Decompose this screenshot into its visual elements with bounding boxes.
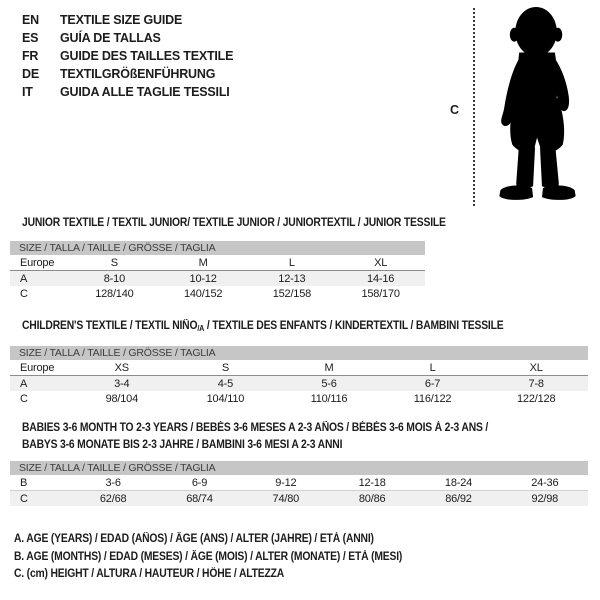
size-header-text: SIZE / TALLA / TAILLE / GRÖSSE / TAGLIA bbox=[19, 242, 216, 254]
junior-section-title-text: JUNIOR TEXTILE / TEXTIL JUNIOR/ TEXTILE JUNIOR / JUNIORTEXTIL / JUNIOR TESSILE bbox=[22, 217, 446, 229]
language-row-de bbox=[22, 65, 233, 83]
column-header: S bbox=[174, 360, 278, 376]
table-row-height bbox=[10, 286, 425, 301]
legend-line-a: A. AGE (YEARS) / EDAD (AÑOS) / ÂGE (ANS) / ALTER (JAHRE) / ETÀ (ANNI) bbox=[14, 533, 374, 545]
children-title-before: CHILDREN'S TEXTILE / TEXTIL NIÑO bbox=[22, 320, 198, 332]
junior-size-table bbox=[10, 241, 425, 301]
column-header: M bbox=[277, 360, 381, 376]
size-cell: 12-18 bbox=[329, 475, 415, 491]
language-code: DE bbox=[22, 67, 39, 81]
table-row-height bbox=[10, 491, 588, 507]
size-cell: 98/104 bbox=[105, 392, 139, 405]
size-cell: 116/122 bbox=[413, 392, 452, 405]
junior-section-title bbox=[22, 215, 493, 232]
size-cell: 12-13 bbox=[248, 271, 337, 287]
height-measure-dotted-line bbox=[473, 8, 475, 206]
size-header-text: SIZE / TALLA / TAILLE / GRÖSSE / TAGLIA bbox=[19, 462, 216, 474]
size-cell: 62/68 bbox=[70, 491, 156, 507]
row-label: C bbox=[20, 392, 28, 405]
size-cell: 128/140 bbox=[95, 287, 134, 300]
language-code: EN bbox=[22, 13, 39, 27]
size-cell: 158/170 bbox=[361, 287, 400, 300]
column-header: XL bbox=[484, 360, 588, 376]
language-row-en bbox=[22, 11, 233, 29]
height-measure-label: C bbox=[450, 103, 460, 117]
language-title: GUÍA DE TALLAS bbox=[60, 31, 161, 45]
region-header: Europe bbox=[10, 360, 70, 376]
language-title: TEXTILE SIZE GUIDE bbox=[60, 13, 183, 27]
size-cell: 3-4 bbox=[70, 376, 174, 392]
size-cell: 9-12 bbox=[243, 475, 329, 491]
column-header: XS bbox=[70, 360, 174, 376]
size-cell: 6-7 bbox=[381, 376, 485, 392]
baby-silhouette-icon bbox=[486, 5, 594, 205]
table-row-age-months bbox=[10, 475, 588, 491]
children-section-title-text bbox=[22, 318, 503, 337]
row-label: C bbox=[20, 287, 28, 300]
region-header: Europe bbox=[10, 255, 70, 271]
size-cell: 4-5 bbox=[174, 376, 278, 392]
table-column-header-row bbox=[10, 360, 588, 376]
measurement-legend bbox=[14, 531, 445, 584]
row-label: A bbox=[10, 376, 70, 392]
size-header-bar bbox=[10, 346, 588, 360]
language-title: GUIDA ALLE TAGLIE TESSILI bbox=[60, 85, 230, 99]
row-label: C bbox=[10, 491, 70, 507]
language-row-fr bbox=[22, 47, 233, 65]
size-cell: 24-36 bbox=[502, 475, 588, 491]
size-cell: 7-8 bbox=[484, 376, 588, 392]
size-cell: 68/74 bbox=[156, 491, 242, 507]
children-title-after: / TEXTILE DES ENFANTS / KINDERTEXTIL / BAMBINI TESSILE bbox=[204, 320, 504, 332]
table-row-height bbox=[10, 391, 588, 406]
size-cell: 14-16 bbox=[336, 271, 425, 287]
language-code: IT bbox=[22, 85, 33, 99]
babies-title-line1: BABIES 3-6 MONTH TO 2-3 YEARS / BEBÉS 3-6 MESES A 2-3 AÑOS / BÉBÉS 3-6 MOIS À 2-3 ANS / bbox=[22, 422, 489, 434]
size-cell: 86/92 bbox=[415, 491, 501, 507]
language-row-it bbox=[22, 83, 233, 101]
size-cell: 6-9 bbox=[156, 475, 242, 491]
column-header: S bbox=[70, 255, 159, 271]
column-header: L bbox=[381, 360, 485, 376]
language-title: TEXTILGRÖßENFÜHRUNG bbox=[60, 67, 216, 81]
children-size-table bbox=[10, 346, 588, 406]
size-cell: 122/128 bbox=[517, 392, 556, 405]
size-header-text: SIZE / TALLA / TAILLE / GRÖSSE / TAGLIA bbox=[19, 347, 216, 359]
row-label: B bbox=[10, 475, 70, 491]
size-cell: 104/110 bbox=[206, 392, 245, 405]
size-cell: 10-12 bbox=[159, 271, 248, 287]
size-header-bar bbox=[10, 461, 588, 475]
size-header-bar bbox=[10, 241, 425, 255]
size-cell: 74/80 bbox=[243, 491, 329, 507]
babies-title-line2: BABYS 3-6 MONATE BIS 2-3 JAHRE / BAMBINI 3-6 MESI A 2-3 ANNI bbox=[22, 439, 343, 451]
size-cell: 80/86 bbox=[329, 491, 415, 507]
language-row-es bbox=[22, 29, 233, 47]
legend-line-c: C. (cm) HEIGHT / ALTURA / HAUTEUR / HÖHE / ALTEZZA bbox=[14, 568, 285, 580]
size-cell: 18-24 bbox=[415, 475, 501, 491]
table-row-age bbox=[10, 271, 425, 287]
language-title: GUIDE DES TAILLES TEXTILE bbox=[60, 49, 234, 63]
language-list bbox=[22, 11, 233, 101]
table-row-age bbox=[10, 376, 588, 392]
size-cell: 3-6 bbox=[70, 475, 156, 491]
table-column-header-row bbox=[10, 255, 425, 271]
size-cell: 92/98 bbox=[502, 491, 588, 507]
language-code: ES bbox=[22, 31, 39, 45]
legend-line-b: B. AGE (MONTHS) / EDAD (MESES) / ÂGE (MOIS) / ALTER (MONATE) / ETÀ (MESI) bbox=[14, 550, 403, 563]
column-header: L bbox=[248, 255, 337, 271]
column-header: M bbox=[159, 255, 248, 271]
size-cell: 8-10 bbox=[70, 271, 159, 287]
row-label: A bbox=[10, 271, 70, 287]
column-header: XL bbox=[336, 255, 425, 271]
size-cell: 110/116 bbox=[310, 392, 348, 405]
language-code: FR bbox=[22, 49, 39, 63]
children-section-title bbox=[22, 318, 557, 337]
children-title-subscript: /A bbox=[197, 324, 205, 333]
size-cell: 5-6 bbox=[277, 376, 381, 392]
size-cell: 152/158 bbox=[272, 287, 312, 300]
babies-section-title bbox=[22, 420, 540, 454]
size-cell: 140/152 bbox=[183, 287, 223, 300]
babies-size-table bbox=[10, 461, 588, 506]
